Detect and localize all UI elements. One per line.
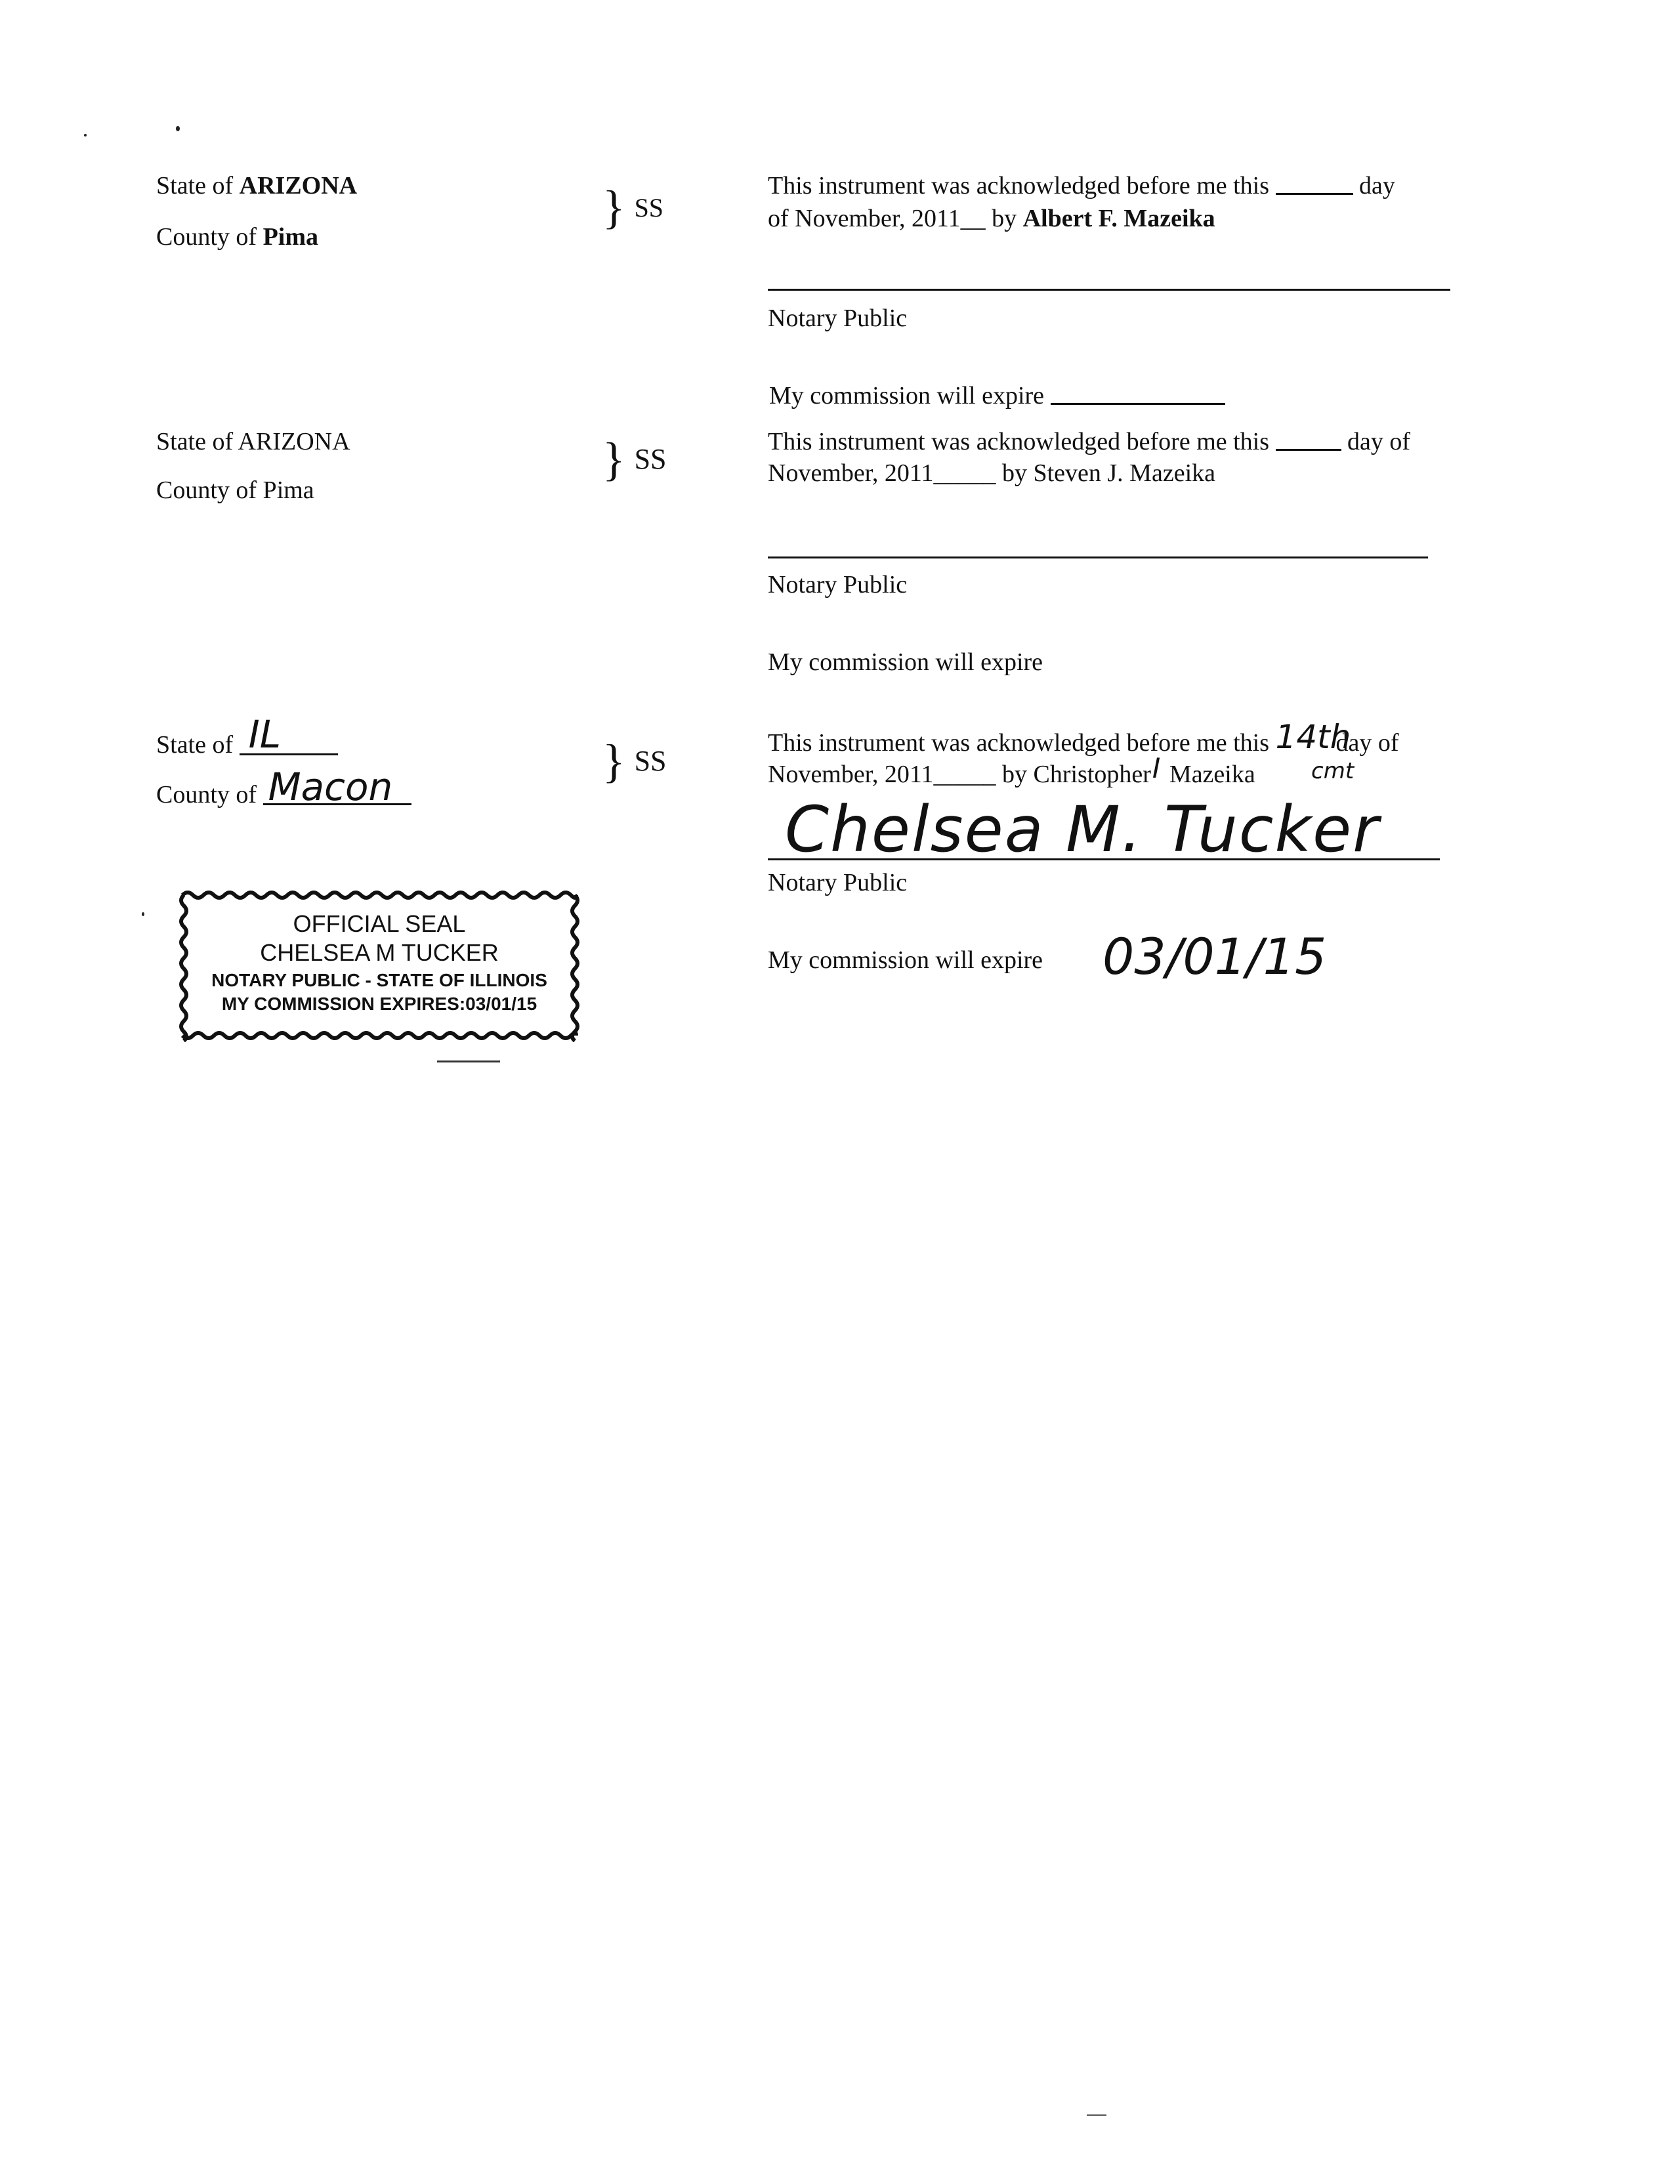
- block3-county-handwritten: Macon: [268, 765, 393, 809]
- block3-state-handwritten: IL: [248, 712, 282, 757]
- block1-ack-line1: This instrument was acknowledged before me this day: [768, 172, 1395, 200]
- block2-ss: } SS: [602, 433, 667, 486]
- scan-mark: [437, 1060, 500, 1062]
- seal-line4: MY COMMISSION EXPIRES:03/01/15: [221, 994, 537, 1014]
- block2-signature-line: [768, 556, 1428, 558]
- block1-county: County of Pima: [156, 223, 318, 251]
- block3-commission: My commission will expire: [768, 946, 1043, 974]
- block2-state: State of ARIZONA: [156, 428, 350, 455]
- block3-state: State of IL: [156, 727, 338, 757]
- seal-line3: NOTARY PUBLIC - STATE OF ILLINOIS: [211, 970, 547, 990]
- block3-notary-label: Notary Public: [768, 869, 908, 896]
- official-seal-stamp: [177, 889, 581, 1042]
- block3-middle-initial-handwritten: I: [1152, 752, 1161, 784]
- block3-signature-line: [768, 858, 1440, 860]
- block1-state: State of ARIZONA: [156, 172, 358, 200]
- block1-ss: } SS: [602, 181, 664, 234]
- block3-day-handwritten: 14th: [1275, 718, 1351, 756]
- block1-ack-line2: of November, 2011__ by Albert F. Mazeika: [768, 205, 1215, 232]
- seal-line1: OFFICIAL SEAL: [293, 910, 466, 937]
- block2-commission: My commission will expire: [768, 648, 1043, 676]
- block2-county: County of Pima: [156, 476, 314, 504]
- block3-ack-line2: November, 2011_____ by Christopher I Mazeika: [768, 752, 1255, 788]
- scan-speck: [176, 126, 180, 131]
- scan-mark: [1087, 2114, 1106, 2116]
- scan-speck: [84, 134, 87, 136]
- block2-ack-line1: This instrument was acknowledged before me this day of: [768, 428, 1411, 455]
- block3-initials-handwritten: cmt: [1311, 758, 1354, 784]
- block3-ack-line1: This instrument was acknowledged before me this 14th day of: [768, 718, 1399, 757]
- block3-signature-handwritten: Chelsea M. Tucker: [785, 793, 1380, 866]
- scan-speck: [142, 912, 144, 916]
- block2-notary-label: Notary Public: [768, 571, 908, 598]
- block3-ss: } SS: [602, 735, 667, 788]
- block2-ack-line2: November, 2011_____ by Steven J. Mazeika: [768, 459, 1215, 487]
- block1-signature-line: [768, 289, 1450, 291]
- block3-commission-date-handwritten: 03/01/15: [1102, 927, 1327, 986]
- block1-commission: My commission will expire: [769, 383, 1225, 408]
- seal-line2: CHELSEA M TUCKER: [260, 939, 499, 966]
- block1-notary-label: Notary Public: [768, 304, 908, 332]
- block3-county: County of Macon: [156, 777, 411, 807]
